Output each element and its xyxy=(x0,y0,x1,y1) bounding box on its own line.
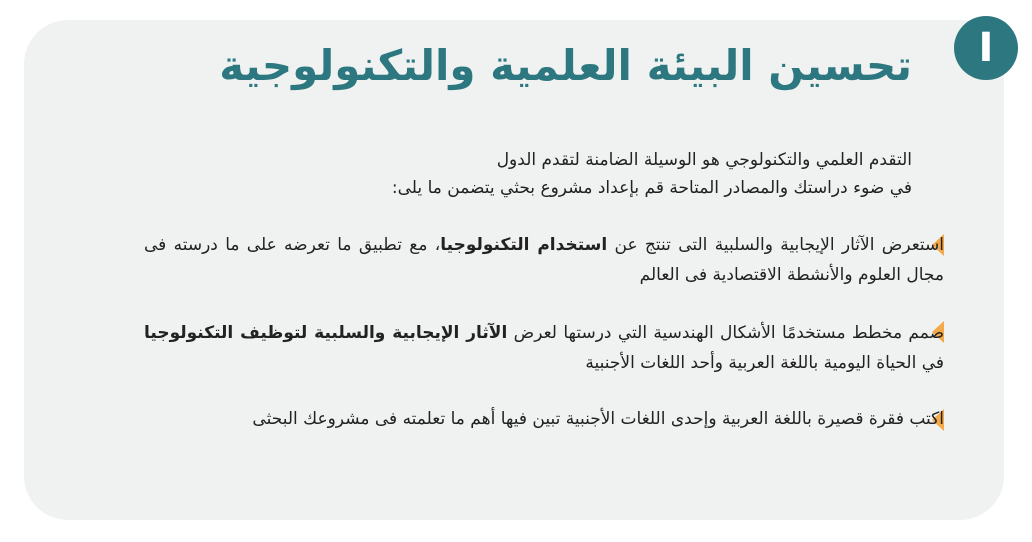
bullet-bold-text: استخدام التكنولوجيا xyxy=(440,235,608,255)
section-number: I xyxy=(978,25,994,71)
page-title: تحسين البيئة العلمية والتكنولوجية xyxy=(219,41,912,90)
bullet-text: استعرض الآثار الإيجابية والسلبية التى تنتج عن xyxy=(607,235,944,255)
bullet-text: اكتب فقرة قصيرة باللغة العربية وإحدى اللغات الأجنبية تبين فيها أهم ما تعلمته فى مشروعك البحثى xyxy=(252,409,944,429)
bullet-text: صمم مخطط مستخدمًا الأشكال الهندسية التي درستها لعرض xyxy=(507,323,945,343)
intro-line: التقدم العلمي والتكنولوجي هو الوسيلة الضامنة لتقدم الدول xyxy=(496,150,912,170)
section-number-badge xyxy=(954,16,1018,80)
intro-paragraph xyxy=(212,146,912,202)
bullet-text: في الحياة اليومية باللغة العربية وأحد اللغات الأجنبية xyxy=(585,353,944,373)
bullet-item xyxy=(144,230,944,290)
bullet-bold-text: الآثار الإيجابية والسلبية لتوظيف التكنولوجيا xyxy=(144,323,508,343)
bullet-item xyxy=(144,318,944,378)
intro-line: في ضوء دراستك والمصادر المتاحة قم بإعداد مشروع بحثي يتضمن ما يلى: xyxy=(391,178,912,198)
bullet-text: ، مع تطبيق ما تعرضه على ما درسته فى مجال العلوم والأنشطة الاقتصادية فى العالم xyxy=(144,235,944,285)
bullet-item xyxy=(144,404,944,434)
